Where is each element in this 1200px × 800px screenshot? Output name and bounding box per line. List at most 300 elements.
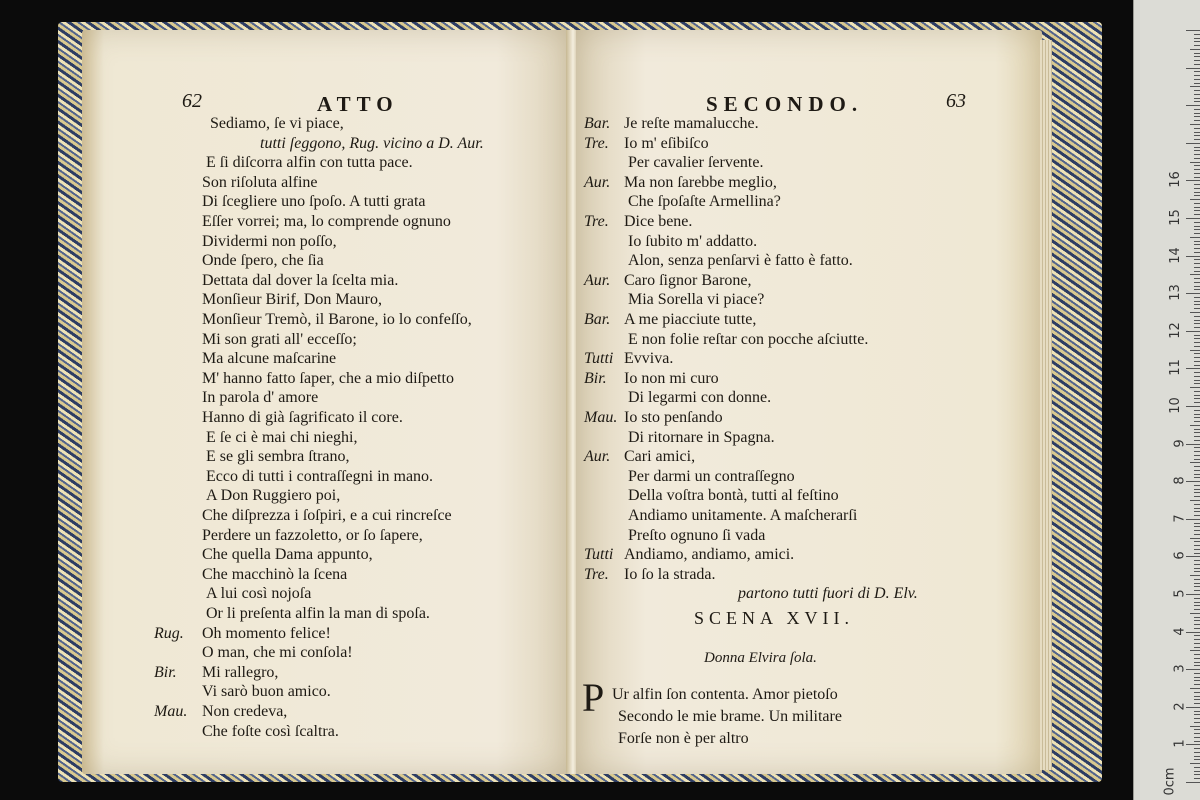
ruler-tick (1194, 169, 1200, 170)
ruler-tick (1194, 301, 1200, 302)
verse-text: Per cavalier ſervente. (628, 154, 764, 172)
ruler-tick (1194, 139, 1200, 140)
verse-text: Che diſprezza i ſoſpiri, e a cui rincreſce (202, 507, 452, 524)
ruler-tick (1194, 158, 1200, 159)
verse-text: Di ritornare in Spagna. (628, 428, 775, 446)
ruler-tick (1186, 594, 1200, 595)
verse-text: Eſſer vorrei; ma, lo comprende ognuno (202, 213, 451, 230)
ruler-tick (1186, 782, 1200, 783)
verse-text: Io ſubito m' addatto. (628, 232, 758, 250)
ruler-tick (1194, 568, 1200, 569)
verse-text: Che macchinò la ſcena (202, 565, 348, 583)
ruler-tick (1194, 56, 1200, 57)
ruler-tick (1186, 143, 1200, 144)
verse-line (628, 232, 757, 252)
speaker-name: Bir. (154, 663, 177, 681)
verse-text: O man, che mi conſola! (202, 644, 353, 662)
verse-text: Andiamo unitamente. A maſcherarſi (628, 507, 858, 524)
verse-text: Oh momento felice! (202, 624, 331, 642)
scene-line: Forſe non è per altro (618, 730, 749, 747)
ruler-number: 6 (1172, 551, 1188, 561)
ruler-tick (1194, 402, 1200, 403)
ruler-tick (1194, 598, 1200, 599)
ruler-tick (1186, 556, 1200, 557)
ruler-tick (1190, 162, 1200, 163)
ruler-tick (1194, 391, 1200, 392)
verse-line (202, 682, 331, 702)
ruler-tick (1194, 308, 1200, 309)
left-page (82, 30, 570, 774)
speaker-name: Aur. (584, 271, 611, 289)
ruler-tick (1194, 75, 1200, 76)
verse-line (584, 447, 695, 467)
ruler-tick (1194, 184, 1200, 185)
speaker-name: Tre. (584, 213, 609, 230)
ruler-tick (1194, 147, 1200, 148)
ruler-number: 8 (1172, 476, 1188, 485)
ruler-tick (1194, 549, 1200, 550)
verse-line (628, 153, 763, 173)
ruler-tick (1190, 124, 1200, 125)
ruler-tick (1186, 444, 1200, 445)
speaker-name: Mau. (154, 703, 188, 720)
ruler-tick (1186, 105, 1200, 106)
speaker-name: Bir. (584, 369, 607, 387)
ruler-tick (1190, 387, 1200, 388)
verse-line (154, 663, 278, 683)
speaker-name: Tutti (584, 546, 614, 564)
ruler-tick (1194, 511, 1200, 512)
ruler-tick (1194, 553, 1200, 554)
verse-text: Io sto penſando (624, 409, 723, 426)
verse-text: Dice bene. (624, 213, 693, 230)
verse-line (202, 290, 382, 310)
ruler-tick (1194, 489, 1200, 490)
verse-text: Io non mi curo (624, 369, 719, 387)
ruler-tick (1194, 778, 1200, 779)
verse-line (206, 486, 340, 506)
drop-cap: P (582, 675, 605, 720)
verse-text: E ſe ci è mai chi nieghi, (206, 428, 358, 446)
ruler-tick (1194, 451, 1200, 452)
ruler-number: 14 (1168, 246, 1184, 264)
verse-line (628, 290, 764, 310)
ruler-tick (1194, 440, 1200, 441)
verse-text: Or li preſenta alfin la man di spoſa. (206, 605, 430, 622)
ruler-number: 16 (1168, 171, 1184, 189)
ruler-tick (1194, 635, 1200, 636)
ruler-tick (1194, 602, 1200, 603)
ruler-tick (1194, 643, 1200, 644)
verse-line (202, 526, 423, 546)
ruler-tick (1194, 714, 1200, 715)
ruler-tick (1190, 274, 1200, 275)
ruler-tick (1186, 744, 1200, 745)
verse-line (584, 565, 716, 585)
verse-text: Caro ſignor Barone, (624, 271, 752, 289)
ruler-tick (1194, 203, 1200, 204)
ruler-tick (1194, 116, 1200, 117)
ruler-tick (1194, 365, 1200, 366)
verse-text: A lui così nojoſa (206, 585, 312, 603)
ruler-tick (1194, 71, 1200, 72)
ruler-tick (1194, 658, 1200, 659)
ruler-tick (1194, 703, 1200, 704)
verse-line (202, 349, 336, 369)
right-page-header: SECONDO. (706, 92, 864, 116)
ruler-tick (1194, 248, 1200, 249)
ruler-tick (1190, 86, 1200, 87)
verse-text: Vi sarò buon amico. (202, 683, 331, 701)
ruler-tick (1190, 763, 1200, 764)
ruler-tick (1194, 372, 1200, 373)
ruler-number: 4 (1172, 626, 1188, 636)
ruler-tick (1194, 233, 1200, 234)
verse-text: M' hanno fatto ſaper, che a mio diſpetto (202, 369, 454, 387)
verse-line (202, 369, 454, 389)
ruler-tick (1194, 286, 1200, 287)
ruler-tick (1194, 624, 1200, 625)
speaker-name: Rug. (154, 624, 184, 642)
ruler-tick (1186, 481, 1200, 482)
ruler-tick (1194, 353, 1200, 354)
verse-line (206, 153, 413, 173)
ruler-number: 11 (1168, 359, 1184, 377)
verse-text: Ma alcune maſcarine (202, 350, 337, 368)
verse-line (202, 173, 318, 193)
verse-text: Je reſte mamalucche. (624, 115, 759, 132)
ruler-tick (1194, 729, 1200, 730)
ruler-tick (1194, 327, 1200, 328)
verse-line (202, 232, 337, 252)
ruler-tick (1194, 477, 1200, 478)
ruler-tick (1194, 590, 1200, 591)
verse-text: Perdere un fazzoletto, or ſo ſapere, (202, 526, 423, 544)
ruler-tick (1194, 380, 1200, 381)
ruler-tick (1194, 684, 1200, 685)
ruler-tick (1194, 699, 1200, 700)
ruler-tick (1194, 447, 1200, 448)
verse-text: A Don Ruggiero poi, (206, 487, 341, 505)
ruler-tick (1194, 583, 1200, 584)
verse-line (628, 330, 868, 350)
ruler-tick (1190, 425, 1200, 426)
ruler-tick (1194, 173, 1200, 174)
ruler-tick (1194, 342, 1200, 343)
ruler-tick (1194, 470, 1200, 471)
ruler-tick (1194, 414, 1200, 415)
ruler-tick (1194, 609, 1200, 610)
ruler-tick (1194, 154, 1200, 155)
verse-line (628, 388, 771, 408)
ruler-tick (1194, 267, 1200, 268)
ruler-tick (1194, 210, 1200, 211)
ruler-tick (1190, 575, 1200, 576)
verse-text: Sediamo, ſe vi piace, (210, 115, 344, 132)
verse-line (584, 408, 723, 428)
ruler-tick (1190, 500, 1200, 501)
ruler-tick (1194, 150, 1200, 151)
verse-line (628, 467, 795, 487)
verse-line (584, 545, 794, 565)
ruler-tick (1194, 541, 1200, 542)
verse-line (206, 604, 430, 624)
speaker-name: Tre. (584, 134, 609, 152)
verse-text: Hanno di già ſagrificato il core. (202, 409, 403, 426)
verse-line (202, 643, 353, 663)
ruler-tick (1194, 226, 1200, 227)
ruler-tick (1194, 135, 1200, 136)
ruler-tick (1194, 560, 1200, 561)
verse-text: Che quella Dama appunto, (202, 546, 373, 564)
ruler-tick (1190, 462, 1200, 463)
ruler-tick (1194, 64, 1200, 65)
ruler-tick (1186, 406, 1200, 407)
ruler-tick (1194, 756, 1200, 757)
ruler-tick (1194, 195, 1200, 196)
ruler-tick (1194, 120, 1200, 121)
ruler-tick (1186, 669, 1200, 670)
ruler-tick (1194, 192, 1200, 193)
ruler-tick (1194, 680, 1200, 681)
ruler-number: 15 (1168, 209, 1184, 226)
ruler-tick (1194, 165, 1200, 166)
ruler-tick (1186, 368, 1200, 369)
ruler-tick (1194, 417, 1200, 418)
ruler-tick (1194, 617, 1200, 618)
ruler-tick (1190, 49, 1200, 50)
left-page-header: ATTO (317, 92, 399, 116)
ruler-tick (1194, 53, 1200, 54)
ruler-tick (1194, 214, 1200, 215)
ruler-tick (1194, 492, 1200, 493)
ruler-tick (1194, 515, 1200, 516)
verse-line (584, 173, 777, 193)
ruler-tick (1194, 128, 1200, 129)
ruler-tick (1194, 530, 1200, 531)
ruler-tick (1186, 519, 1200, 520)
ruler-tick (1194, 410, 1200, 411)
ruler-tick (1194, 297, 1200, 298)
ruler-tick (1194, 395, 1200, 396)
ruler-tick (1194, 207, 1200, 208)
ruler-tick (1186, 30, 1200, 31)
ruler-number: 10 (1168, 397, 1184, 414)
verse-line (202, 506, 452, 526)
ruler-tick (1194, 508, 1200, 509)
ruler-tick (1194, 45, 1200, 46)
verse-text: In parola d' amore (202, 389, 319, 407)
ruler-tick (1194, 41, 1200, 42)
ruler-tick (1194, 459, 1200, 460)
ruler-tick (1194, 662, 1200, 663)
verse-line (202, 310, 472, 330)
verse-line (584, 271, 752, 291)
right-page (576, 30, 1042, 774)
ruler-tick (1194, 304, 1200, 305)
ruler-tick (1194, 188, 1200, 189)
ruler-tick (1194, 38, 1200, 39)
ruler-tick (1194, 357, 1200, 358)
verse-line (202, 408, 403, 428)
speaker-name: Tre. (584, 565, 609, 583)
ruler-tick (1194, 534, 1200, 535)
ruler-tick (1194, 244, 1200, 245)
ruler-number: 1 (1172, 739, 1188, 749)
verse-line (206, 584, 311, 604)
verse-text: Preſto ognuno ſi vada (628, 526, 766, 544)
verse-line (584, 212, 692, 232)
ruler-tick (1194, 98, 1200, 99)
ruler-number: 9 (1172, 438, 1188, 448)
ruler-tick (1190, 613, 1200, 614)
ruler-tick (1194, 271, 1200, 272)
ruler-tick (1190, 688, 1200, 689)
verse-line (584, 134, 709, 154)
speaker-name: Bar. (584, 311, 611, 328)
ruler-number: 3 (1172, 664, 1188, 673)
verse-text: Io ſo la strada. (624, 565, 716, 583)
verse-text: Mia Sorella vi piace? (628, 291, 765, 309)
ruler-tick (1194, 316, 1200, 317)
ruler-tick (1194, 79, 1200, 80)
ruler-tick (1194, 571, 1200, 572)
ruler-number: 0cm (1162, 767, 1178, 796)
verse-text: Dettata dal dover la ſcelta mia. (202, 271, 399, 289)
ruler-tick (1194, 252, 1200, 253)
verse-text: Ma non ſarebbe meglio, (624, 173, 777, 191)
ruler-tick (1194, 94, 1200, 95)
ruler-tick (1190, 312, 1200, 313)
ruler-tick (1194, 654, 1200, 655)
ruler-number: 12 (1168, 322, 1184, 339)
speaker-name: Aur. (584, 448, 611, 466)
verse-text: Di legarmi con donne. (628, 389, 772, 407)
verse-line (202, 212, 451, 232)
ruler-tick (1194, 229, 1200, 230)
verse-line (628, 192, 781, 212)
speaker-name: Bar. (584, 115, 611, 132)
ruler-tick (1194, 346, 1200, 347)
verse-line (206, 467, 433, 487)
ruler-tick (1186, 632, 1200, 633)
verse-line (584, 349, 673, 369)
ruler-tick (1194, 673, 1200, 674)
verse-text: Non credeva, (202, 703, 288, 720)
ruler-tick (1194, 241, 1200, 242)
ruler-tick (1194, 737, 1200, 738)
ruler-tick (1186, 293, 1200, 294)
verse-line (628, 428, 775, 448)
ruler-tick (1194, 722, 1200, 723)
ruler-tick (1194, 711, 1200, 712)
verse-text: Monſieur Tremò, il Barone, io lo confeſſo, (202, 311, 472, 328)
verse-text: Della voſtra bontà, tutti al feſtino (628, 487, 839, 505)
speaker-name: Tutti (584, 350, 614, 368)
verse-line (210, 114, 344, 134)
ruler-tick (1194, 628, 1200, 629)
ruler-tick (1194, 383, 1200, 384)
ruler-tick (1194, 466, 1200, 467)
verse-line (584, 114, 759, 134)
ruler-tick (1194, 564, 1200, 565)
ruler-tick (1194, 774, 1200, 775)
ruler-tick (1194, 90, 1200, 91)
ruler-tick (1194, 767, 1200, 768)
verse-line (584, 310, 756, 330)
ruler-tick (1194, 259, 1200, 260)
ruler-number: 13 (1168, 284, 1184, 301)
ruler-tick (1194, 759, 1200, 760)
scene-line: Secondo le mie brame. Un militare (618, 708, 842, 725)
ruler-tick (1194, 429, 1200, 430)
ruler-tick (1194, 455, 1200, 456)
verse-text: Io m' eſibiſco (624, 134, 709, 152)
verse-line (628, 526, 765, 546)
ruler-tick (1194, 586, 1200, 587)
ruler-tick (1194, 436, 1200, 437)
ruler-tick (1194, 665, 1200, 666)
ruler-tick (1194, 421, 1200, 422)
ruler-tick (1194, 752, 1200, 753)
ruler-tick (1194, 222, 1200, 223)
verse-text: Son riſoluta alfine (202, 173, 318, 191)
verse-line (206, 447, 350, 467)
verse-text: Per darmi un contraſſegno (628, 467, 795, 485)
speaker-name: Mau. (584, 409, 618, 426)
ruler-tick (1194, 34, 1200, 35)
scene-subtitle: Donna Elvira ſola. (704, 650, 817, 666)
verse-text: Andiamo, andiamo, amici. (624, 546, 795, 564)
ruler-tick (1186, 707, 1200, 708)
ruler-tick (1194, 485, 1200, 486)
verse-text: Dividermi non poſſo, (202, 232, 337, 250)
ruler-tick (1194, 677, 1200, 678)
ruler-tick (1194, 771, 1200, 772)
verse-text: Monſieur Birif, Don Mauro, (202, 291, 382, 309)
ruler-tick (1194, 605, 1200, 606)
verse-line (202, 251, 324, 271)
ruler-tick (1194, 620, 1200, 621)
ruler-tick (1186, 256, 1200, 257)
ruler-tick (1194, 526, 1200, 527)
ruler-tick (1194, 361, 1200, 362)
verse-line (206, 428, 358, 448)
ruler-tick (1190, 538, 1200, 539)
scene-line: Ur alfin ſon contenta. Amor pietoſo (612, 686, 838, 703)
ruler-tick (1194, 647, 1200, 648)
ruler-tick (1194, 323, 1200, 324)
verse-text: E ſi diſcorra alfin con tutta pace. (206, 154, 413, 172)
verse-text: Mi rallegro, (202, 663, 279, 681)
ruler-tick (1194, 177, 1200, 178)
ruler-tick (1194, 335, 1200, 336)
verse-text: Di ſcegliere uno ſpoſo. A tutti grata (202, 193, 426, 211)
ruler-tick (1186, 331, 1200, 332)
ruler-tick (1190, 237, 1200, 238)
ruler-tick (1186, 180, 1200, 181)
verse-text: Che ſpoſaſte Armellina? (628, 193, 781, 211)
verse-line (202, 330, 357, 350)
page-edges (1040, 40, 1052, 770)
measuring-ruler (1133, 0, 1200, 800)
ruler-tick (1194, 338, 1200, 339)
ruler-tick (1194, 109, 1200, 110)
ruler-tick (1194, 263, 1200, 264)
verse-text: tutti ſeggono, Rug. vicino a D. Aur. (260, 134, 484, 152)
ruler-tick (1194, 432, 1200, 433)
ruler-tick (1194, 733, 1200, 734)
